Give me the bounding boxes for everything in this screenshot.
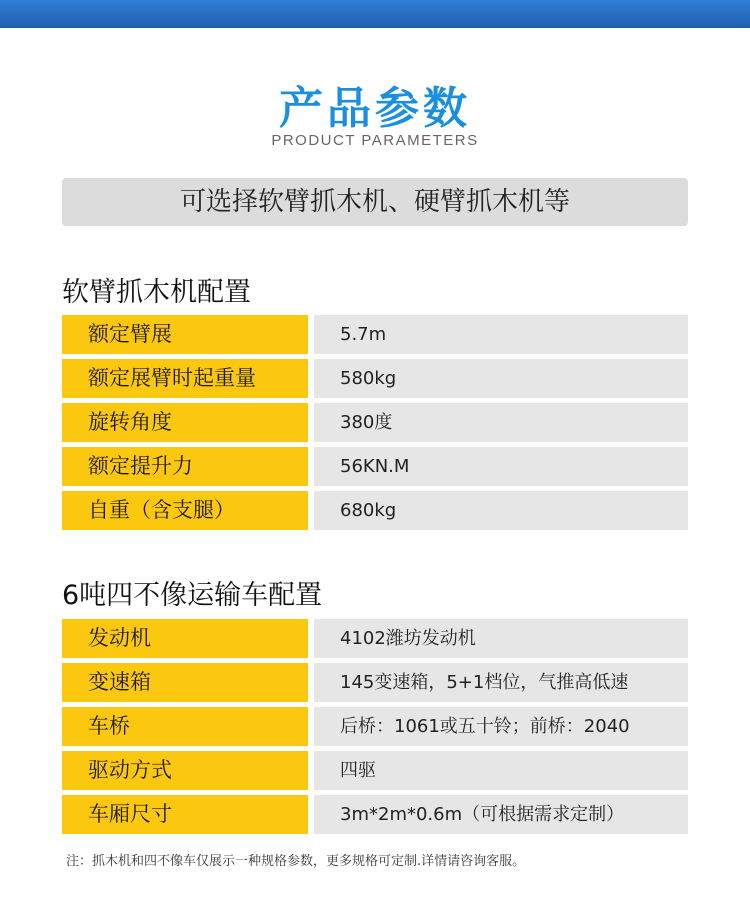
spec-row [62, 751, 688, 790]
spec-table-transport-vehicle [62, 619, 688, 839]
spec-row [62, 491, 688, 530]
section-title-soft-arm: 软臂抓木机配置 [62, 277, 251, 308]
section-title-transport-vehicle: 6吨四不像运输车配置 [62, 580, 323, 611]
spec-value: 145变速箱，5+1档位，气推高低速 [314, 663, 688, 702]
footnote: 注：抓木机和四不像车仅展示一种规格参数，更多规格可定制.详情请咨询客服。 [66, 854, 526, 869]
page-title: 产品参数 [279, 83, 471, 134]
options-banner: 可选择软臂抓木机、硬臂抓木机等 [62, 178, 688, 226]
spec-value: 580kg [314, 359, 688, 398]
spec-row [62, 359, 688, 398]
spec-label: 旋转角度 [62, 403, 308, 442]
spec-value: 四驱 [314, 751, 688, 790]
spec-label: 发动机 [62, 619, 308, 658]
top-bar [0, 0, 750, 28]
spec-value: 3m*2m*0.6m（可根据需求定制） [314, 795, 688, 834]
spec-table-soft-arm [62, 315, 688, 535]
spec-row [62, 403, 688, 442]
spec-value: 380度 [314, 403, 688, 442]
spec-label: 额定展臂时起重量 [62, 359, 308, 398]
spec-row [62, 447, 688, 486]
page-subtitle: PRODUCT PARAMETERS [271, 132, 479, 149]
spec-row [62, 795, 688, 834]
spec-label: 自重（含支腿） [62, 491, 308, 530]
spec-value: 5.7m [314, 315, 688, 354]
spec-row [62, 663, 688, 702]
spec-label: 车厢尺寸 [62, 795, 308, 834]
spec-value: 680kg [314, 491, 688, 530]
spec-value: 4102潍坊发动机 [314, 619, 688, 658]
spec-row [62, 315, 688, 354]
spec-label: 驱动方式 [62, 751, 308, 790]
spec-label: 车桥 [62, 707, 308, 746]
spec-value: 56KN.M [314, 447, 688, 486]
spec-row [62, 707, 688, 746]
spec-label: 变速箱 [62, 663, 308, 702]
spec-label: 额定提升力 [62, 447, 308, 486]
spec-label: 额定臂展 [62, 315, 308, 354]
spec-row [62, 619, 688, 658]
spec-value: 后桥：1061或五十铃；前桥：2040 [314, 707, 688, 746]
